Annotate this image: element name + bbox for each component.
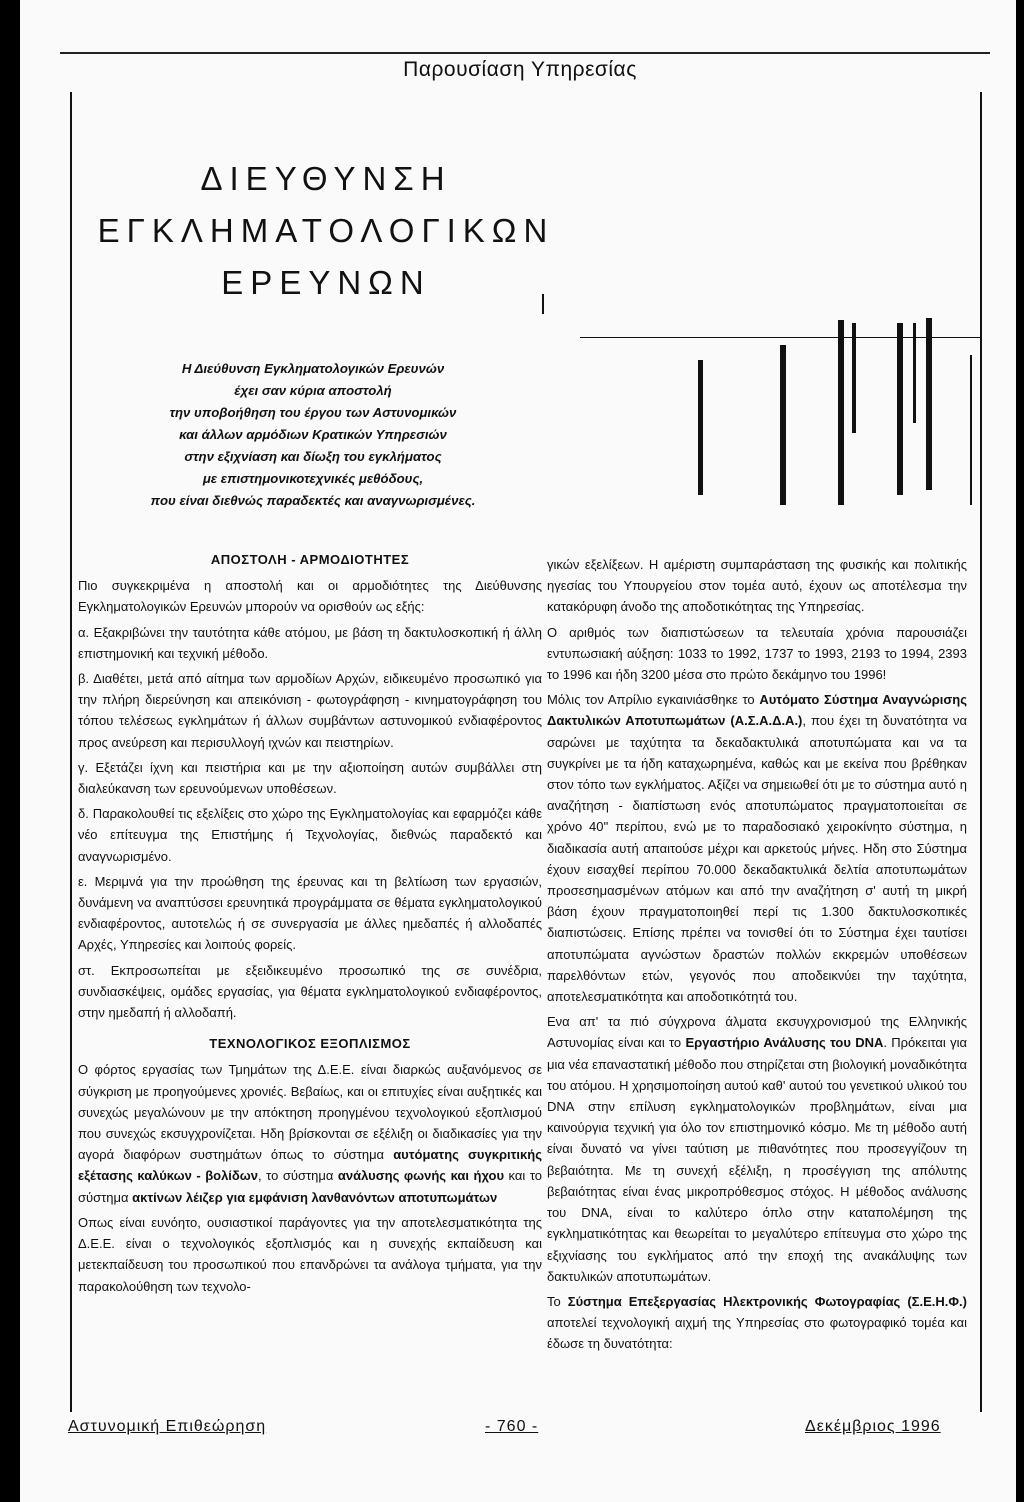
paragraph <box>547 1291 967 1355</box>
bold-run: Αυτόματο Σύστημα Αναγνώρισης Δακτυλικών Αποτυπωμάτων (Α.Σ.Α.Δ.Α.) <box>547 692 968 729</box>
paragraph: ε. Μεριμνά για την προώθηση της έρευνας και τη βελτίωση των εργασιών, δυνάμενη να αναπτύσσει ερευνητικά προγράμματα σε θέματα εγκληματολογικού ενδιαφέροντος, αυτοτελώς ή σε συνεργασία με άλλες ημεδαπές ή αλλοδαπές Αρχές, Υπηρεσίες και λοιπούς φορείς. <box>78 873 542 953</box>
page <box>20 0 1016 1502</box>
paragraph <box>78 1059 542 1207</box>
right-rule <box>980 92 982 1412</box>
footer-page-number: - 760 - <box>485 1418 539 1435</box>
paragraph: β. Διαθέτει, μετά από αίτημα των αρμοδίων Αρχών, ειδικευμένο προσωπικό για την πλήρη διερεύνηση και απεικόνιση - φωτογράφηση - κινηματογράφηση του τόπου τελέσεως εγκλημάτων ή άλλων συμβάντων αστυνομικού ενδιαφέροντος προς ανεύρεση και περισυλλογή ιχνών και πειστηρίων. <box>78 671 542 750</box>
footer-publication: Αστυνομική Επιθεώρηση <box>68 1418 267 1435</box>
bar <box>926 318 932 490</box>
intro-block <box>82 358 544 512</box>
text-run: Ενα απ' τα πιό σύγχρονα άλματα εκσυγχρονισμού της Ελληνικής Αστυνομίας είναι και το <box>547 1014 967 1051</box>
bar <box>897 323 903 495</box>
intro-line: που είναι διεθνώς παραδεκτές και αναγνωρισμένες. <box>150 493 476 508</box>
heading-mission: ΑΠΟΣΤΟΛΗ - ΑΡΜΟΔΙΟΤΗΤΕΣ <box>210 552 410 567</box>
text-run: αποτελεί τεχνολογική αιχμή της Υπηρεσίας στο φωτογραφικό τομέα και έδωσε τη δυνατότητα: <box>547 1315 967 1352</box>
title-line-1: ΔΙΕΥΘΥΝΣΗ <box>200 160 452 197</box>
intro-line: με επιστημονικοτεχνικές μεθόδους, <box>202 471 424 486</box>
paragraph: γικών εξελίξεων. Η αμέριστη συμπαράσταση της φυσικής και πολιτικής ηγεσίας του Υπουργείου στον τομέα αυτό, έχουν ως αποτέλεσμα την κατακόρυφη άνοδο της αποδοτικότητας της Υπηρεσίας. <box>547 557 967 615</box>
bold-run: αυτόματης συγκριτικής εξέτασης καλύκων - βολίδων <box>78 1147 542 1184</box>
text-run: Το <box>547 1293 568 1309</box>
bar <box>698 360 703 495</box>
intro-line: στην εξιχνίαση και δίωξη του εγκλήματος <box>184 449 442 464</box>
bar <box>838 320 844 505</box>
paragraph: γ. Εξετάζει ίχνη και πειστήρια και με την αξιοποίηση αυτών συμβάλλει στη διαλεύκανση των ερευνούμενων υποθέσεων. <box>78 759 542 797</box>
intro-line: Η Διεύθυνση Εγκληματολογικών Ερευνών <box>181 361 445 376</box>
intro-line: και άλλων αρμόδιων Κρατικών Υπηρεσιών <box>179 427 447 442</box>
paragraph <box>547 689 967 1007</box>
text-run: Μόλις τον Απρίλιο εγκαινιάσθηκε το <box>547 692 760 708</box>
paragraph: στ. Εκπροσωπείται με εξειδικευμένο προσωπικό της σε συνέδρια, συνδιασκέψεις, ομάδες εργασίας, για θέματα εγκληματολογικού ενδιαφέροντος, στην ημεδαπή ή αλλοδαπή. <box>78 962 542 1021</box>
decorative-bar-graphic <box>580 315 980 520</box>
footer-date: Δεκέμβριος 1996 <box>805 1418 941 1435</box>
paragraph: δ. Παρακολουθεί τις εξελίξεις στο χώρο της Εγκληματολογίας και εφαρμόζει κάθε νέο επίτευγμα της Επιστήμης ή Τεχνολογίας, διεθνώς παραδεκτό και αναγνωρισμένο. <box>78 806 542 864</box>
intro-line: έχει σαν κύρια αποστολή <box>234 383 392 398</box>
paragraph: Οπως είναι ευνόητο, ουσιαστικοί παράγοντες για την αποτελεσματικότητα της Δ.Ε.Ε. είναι ο τεχνολογικός εξοπλισμός και η συνεχής εκπαίδευση και μετεκπαίδευση του προσωπικού που επανδρώνει τα ανάλογα τμήματα, για την παρακολούθηση των τεχνολο- <box>78 1214 542 1294</box>
paragraph <box>547 1011 967 1287</box>
bold-run: ανάλυσης φωνής και ήχου <box>337 1168 505 1184</box>
paragraph: α. Εξακριβώνει την ταυτότητα κάθε ατόμου, με βάση τη δακτυλοσκοπική ή άλλη επιστημονική και τεχνική μέθοδο. <box>78 624 542 661</box>
bar <box>970 355 972 505</box>
bar <box>913 323 916 423</box>
right-column <box>547 554 967 1359</box>
bar-rail <box>580 337 980 338</box>
paragraph: Ο αριθμός των διαπιστώσεων τα τελευταία χρόνια παρουσιάζει εντυπωσιακή αύξηση: 1033 το 1992, 1737 το 1993, 2193 το 1994, 2393 το 1996 και ήδη 3200 μέσα στο πρώτο δεκάμηνο του 1996! <box>547 624 967 683</box>
bar <box>780 345 786 505</box>
bold-run: ακτίνων λέιζερ για εμφάνιση λανθανόντων αποτυπωμάτων <box>132 1189 498 1205</box>
top-rule <box>60 52 990 54</box>
title-line-2: ΕΓΚΛΗΜΑΤΟΛΟΓΙΚΩΝ <box>97 212 555 249</box>
left-column <box>78 549 542 1301</box>
paragraph: Πιο συγκεκριμένα η αποστολή και οι αρμοδιότητες της Διεύθυνσης Εγκληματολογικών Ερευνών μπορούν να ορισθούν ως εξής: <box>78 578 542 615</box>
text-run: , που έχει τη δυνατότητα να σαρώνει με ταχύτητα τα δεκαδακτυλικά αποτυπώματα και να τα συγκρίνει με τα ήδη καταχωρημένα, καθώς και με εκείνα που βρέθηκαν στον τόπο των εγκλήματος. Αξίζει να σημειωθεί ότι με το σύστημα αυτό η αναζήτηση - διαπίστωση ενός αποτυπώματος πραγματοποιείται σε χρόνο 40'' περίπου, ενώ με το παραδοσιακό χειροκίνητο σύστημα, η διαδικασία αυτή απαιτούσε μέχρι και αρκετούς μήνες. Ηδη στο Σύστημα έχουν εισαχθεί περίπου 70.000 δεκαδακτυλικά δελτία αποτυπωμάτων προσεσημασμένων ατόμων και από την αναζήτηση σ' αυτή τη μικρή βάση έχουν πραγματοποιηθεί περί τις 1.300 δακτυλοσκοπικές διαπιστώσεις. Επίσης πρέπει να τονισθεί ότι το Σύστημα έχει ταυτίσει αποτυπώματα αγνώστων δραστών πολλών εκκρεμών υποθέσεων παρελθόντων ετών, γεγονός που αποδεικνύει την ταχύτητα, αποτελεσματικότητα και αποδοτικότητά του. <box>547 713 967 1005</box>
text-run: , το σύστημα <box>258 1168 338 1184</box>
heading-equipment: ΤΕΧΝΟΛΟΓΙΚΟΣ ΕΞΟΠΛΙΣΜΟΣ <box>209 1036 411 1052</box>
intro-line: την υποβοήθηση του έργου των Αστυνομικών <box>169 405 457 420</box>
left-rule <box>70 92 72 1412</box>
bold-run: Σύστημα Επεξεργασίας Ηλεκτρονικής Φωτογραφίας (Σ.Ε.Η.Φ.) <box>567 1293 967 1309</box>
bold-run: Εργαστήριο Ανάλυσης του DNA <box>685 1035 884 1051</box>
section-header: Παρουσίαση Υπηρεσίας <box>403 58 637 81</box>
text-run: . Πρόκειται για μια νέα επαναστατική μέθοδο που στηρίζεται στη βιολογική μοναδικότητα του ατόμου. Η χρησιμοποίηση αυτού καθ' αυτού του γενετικού υλικού του DNA στην επίλυση εγκληματολογικών προβλημάτων, είναι μια καινούργια τεχνική για όλο τον επιστημονικό κόσμο. Με τη μέθοδο αυτή είναι δυνατό να γίνει ταύτιση με πιθανότητες που προσεγγίζουν τη βεβαιότητα. Με τη συνεχή εξέλιξη, η προσέγγιση της απόλυτης βεβαιότητας είναι ένας μικροπρόθεσμος στόχος. Η μέθοδος ανάλυσης του DNA, είναι το καλύτερο όπλο στην καταπολέμηση της εγκληματικότητας και θεωρείται το μεγαλύτερο επίτευγμα στο χώρο της εξιχνίασης του εγκλήματος από την εποχή της ανακάλυψης των δακτυλικών αποτυπωμάτων. <box>547 1035 967 1284</box>
title-line-3: ΕΡΕΥΝΩΝ <box>221 264 431 301</box>
bar <box>852 323 856 433</box>
text-run: και το σύστημα <box>78 1168 542 1205</box>
text-run: Ο φόρτος εργασίας των Τμημάτων της Δ.Ε.Ε. είναι διαρκώς αυξανόμενος σε σύγκριση με προηγούμενες χρονιές. Βεβαίως, και οι επιτυχίες είναι αυξητικές και συνεχώς μεγαλώνουν με την απόκτηση προηγμένου τεχνολογικού εξοπλισμού που συνεχώς εκσυγχρονίζεται. Ηδη βρίσκονται σε εξέλιξη οι διαδικασίες για την αγορά διαφόρων συστημάτων όπως το σύστημα <box>78 1062 542 1163</box>
